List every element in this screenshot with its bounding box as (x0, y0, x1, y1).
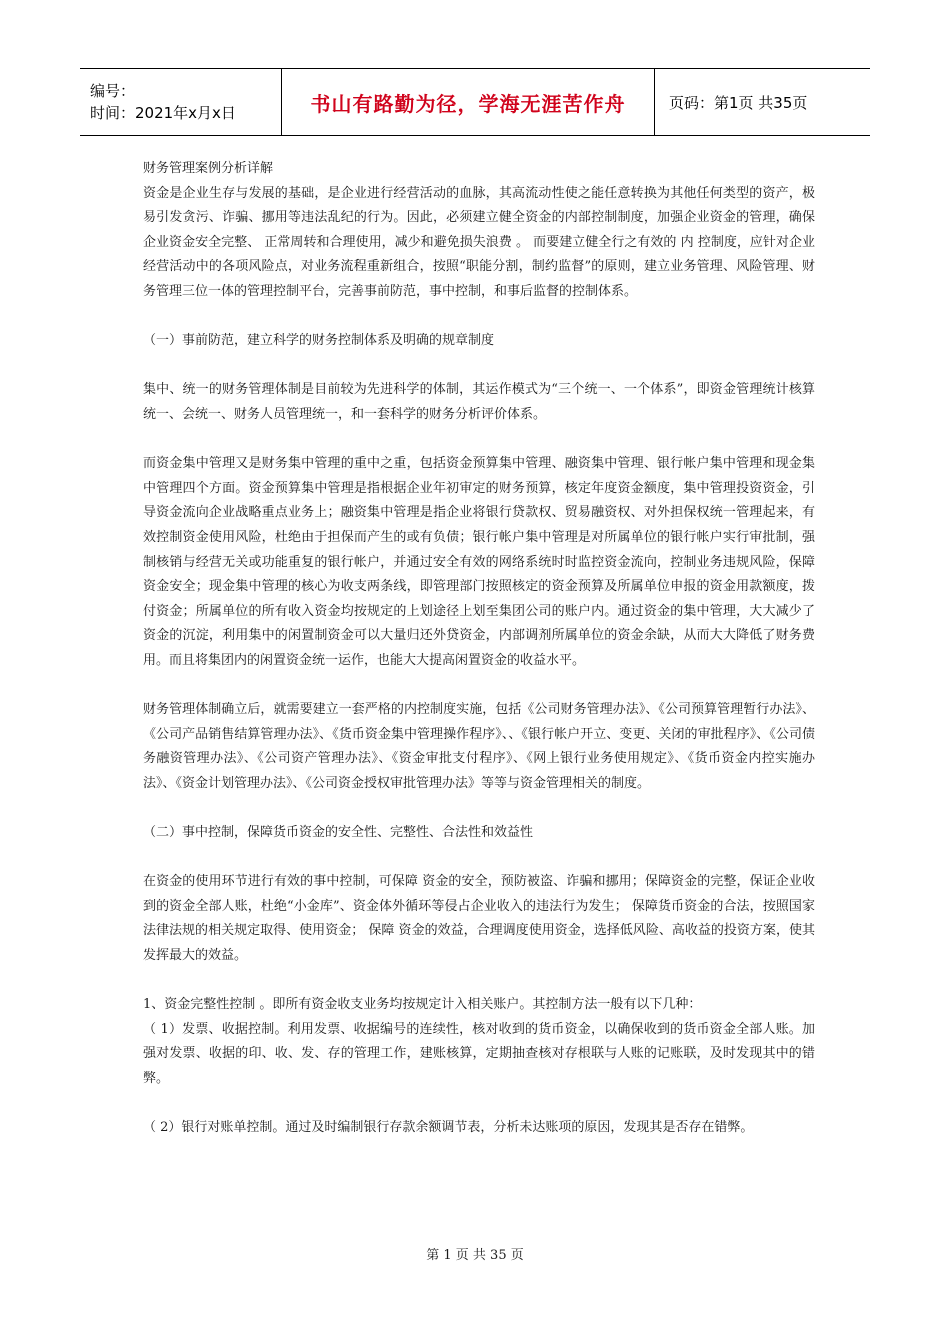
document-date: 时间：2021年x月x日 (90, 104, 236, 122)
list-item: （ 2）银行对账单控制。通过及时编制银行存款余额调节表，分析未达账项的原因，发现其是否存在错弊。 (143, 1120, 754, 1136)
paragraph: 在资金的使用环节进行有效的事中控制，可保障 资金的安全，预防被盗、诈骗和挪用；保障资金的完整，保证企业收到的资金全部人账，杜绝“小金库”、资金体外循环等侵占企业收入的违法行为发生； 保障货币资金的合法，按照国家法律法规的相关规定取得、使用资金； 保障 资金的效益，合理调度使用资金，选择低风险、高收益的投资方案，使其发挥最大的效益。 (143, 874, 815, 963)
section-heading-1: （一）事前防范，建立科学的财务控制体系及明确的规章制度 (143, 333, 495, 349)
list-item: （ 1）发票、收据控制。利用发票、收据编号的连续性，核对收到的货币资金，以确保收到的货币资金全部人账。加强对发票、收据的印、收、发、存的管理工作，建账核算，定期抽查核对存根联与人账的记账联，及时发现其中的错弊。 (143, 1021, 815, 1086)
document-title: 财务管理案例分析详解 (143, 161, 274, 176)
header-motto: 书山有路勤为径，学海无涯苦作舟 (282, 69, 655, 135)
paragraph: 1、资金完整性控制 。即所有资金收支业务均按规定计入相关账户。其控制方法一般有以下几种： (143, 997, 702, 1013)
paragraph: 集中、统一的财务管理体制是目前较为先进科学的体制，其运作模式为“三个统一、一个体系”，即资金管理统计核算统一、会统一、财务人员管理统一，和一套科学的财务分析评价体系。 (143, 382, 815, 422)
document-number: 编号： (90, 82, 136, 100)
document-body (143, 157, 815, 1141)
page-footer: 第 1 页 共 35 页 (426, 1248, 524, 1263)
paragraph: 财务管理体制确立后，就需要建立一套严格的内控制度实施，包括《公司财务管理办法》、《公司预算管理暂行办法》、《公司产品销售结算管理办法》、《货币资金集中管理操作程序》、、《银行帐户开立、变更、关闭的审批程序》、《公司债务融资管理办法》、《公司资产管理办法》、《资金审批支付程序》、《网上银行业务使用规定》、《货币资金内控实施办法》、《资金计划管理办法》、《公司资金授权审批管理办法》等等与资金管理相关的制度。 (143, 702, 815, 791)
paragraph-intro: 资金是企业生存与发展的基础，是企业进行经营活动的血脉，其高流动性使之能任意转换为其他任何类型的资产，极易引发贪污、诈骗、挪用等违法乱纪的行为。因此，必须建立健全资金的内部控制制度，加强企业资金的管理，确保企业资金安全完整、 正常周转和合理使用，减少和避免损失浪费 。 而要建立健全行之有效的 内 控制度，应针对企业经营活动中的各项风险点，对业务流程重新组合，按照“职能分割，制约监督”的原则，建立业务管理、风险管理、财务管理三位一体的管理控制平台，完善事前防范，事中控制，和事后监督的控制体系。 (143, 185, 815, 299)
header-page-number: 页码：第1页 共35页 (669, 93, 808, 112)
page-header (80, 68, 870, 136)
header-meta (80, 69, 282, 135)
paragraph: 而资金集中管理又是财务集中管理的重中之重，包括资金预算集中管理、融资集中管理、银行帐户集中管理和现金集中管理四个方面。资金预算集中管理是指根据企业年初审定的财务预算，核定年度资金额度，集中管理投资资金，引导资金流向企业战略重点业务上；融资集中管理是指企业将银行贷款权、贸易融资权、对外担保权统一管理起来，有效控制资金使用风险，杜绝由于担保而产生的或有负债；银行帐户集中管理是对所属单位的银行帐户实行审批制，强制核销与经营无关或功能重复的银行帐户，并通过安全有效的网络系统时时监控资金流向，控制业务违规风险，保障资金安全；现金集中管理的核心为收支两条线，即管理部门按照核定的资金预算及所属单位申报的资金用款额度，拨付资金；所属单位的所有收入资金均按规定的上划途径上划至集团公司的账户内。通过资金的集中管理，大大减少了资金的沉淀，利用集中的闲置制资金可以大量归还外贷资金，内部调剂所属单位的资金余缺，从而大大降低了财务费用。而且将集团内的闲置资金统一运作，也能大大提高闲置资金的收益水平。 (143, 456, 815, 668)
section-heading-2: （二）事中控制，保障货币资金的安全性、完整性、合法性和效益性 (143, 825, 534, 841)
